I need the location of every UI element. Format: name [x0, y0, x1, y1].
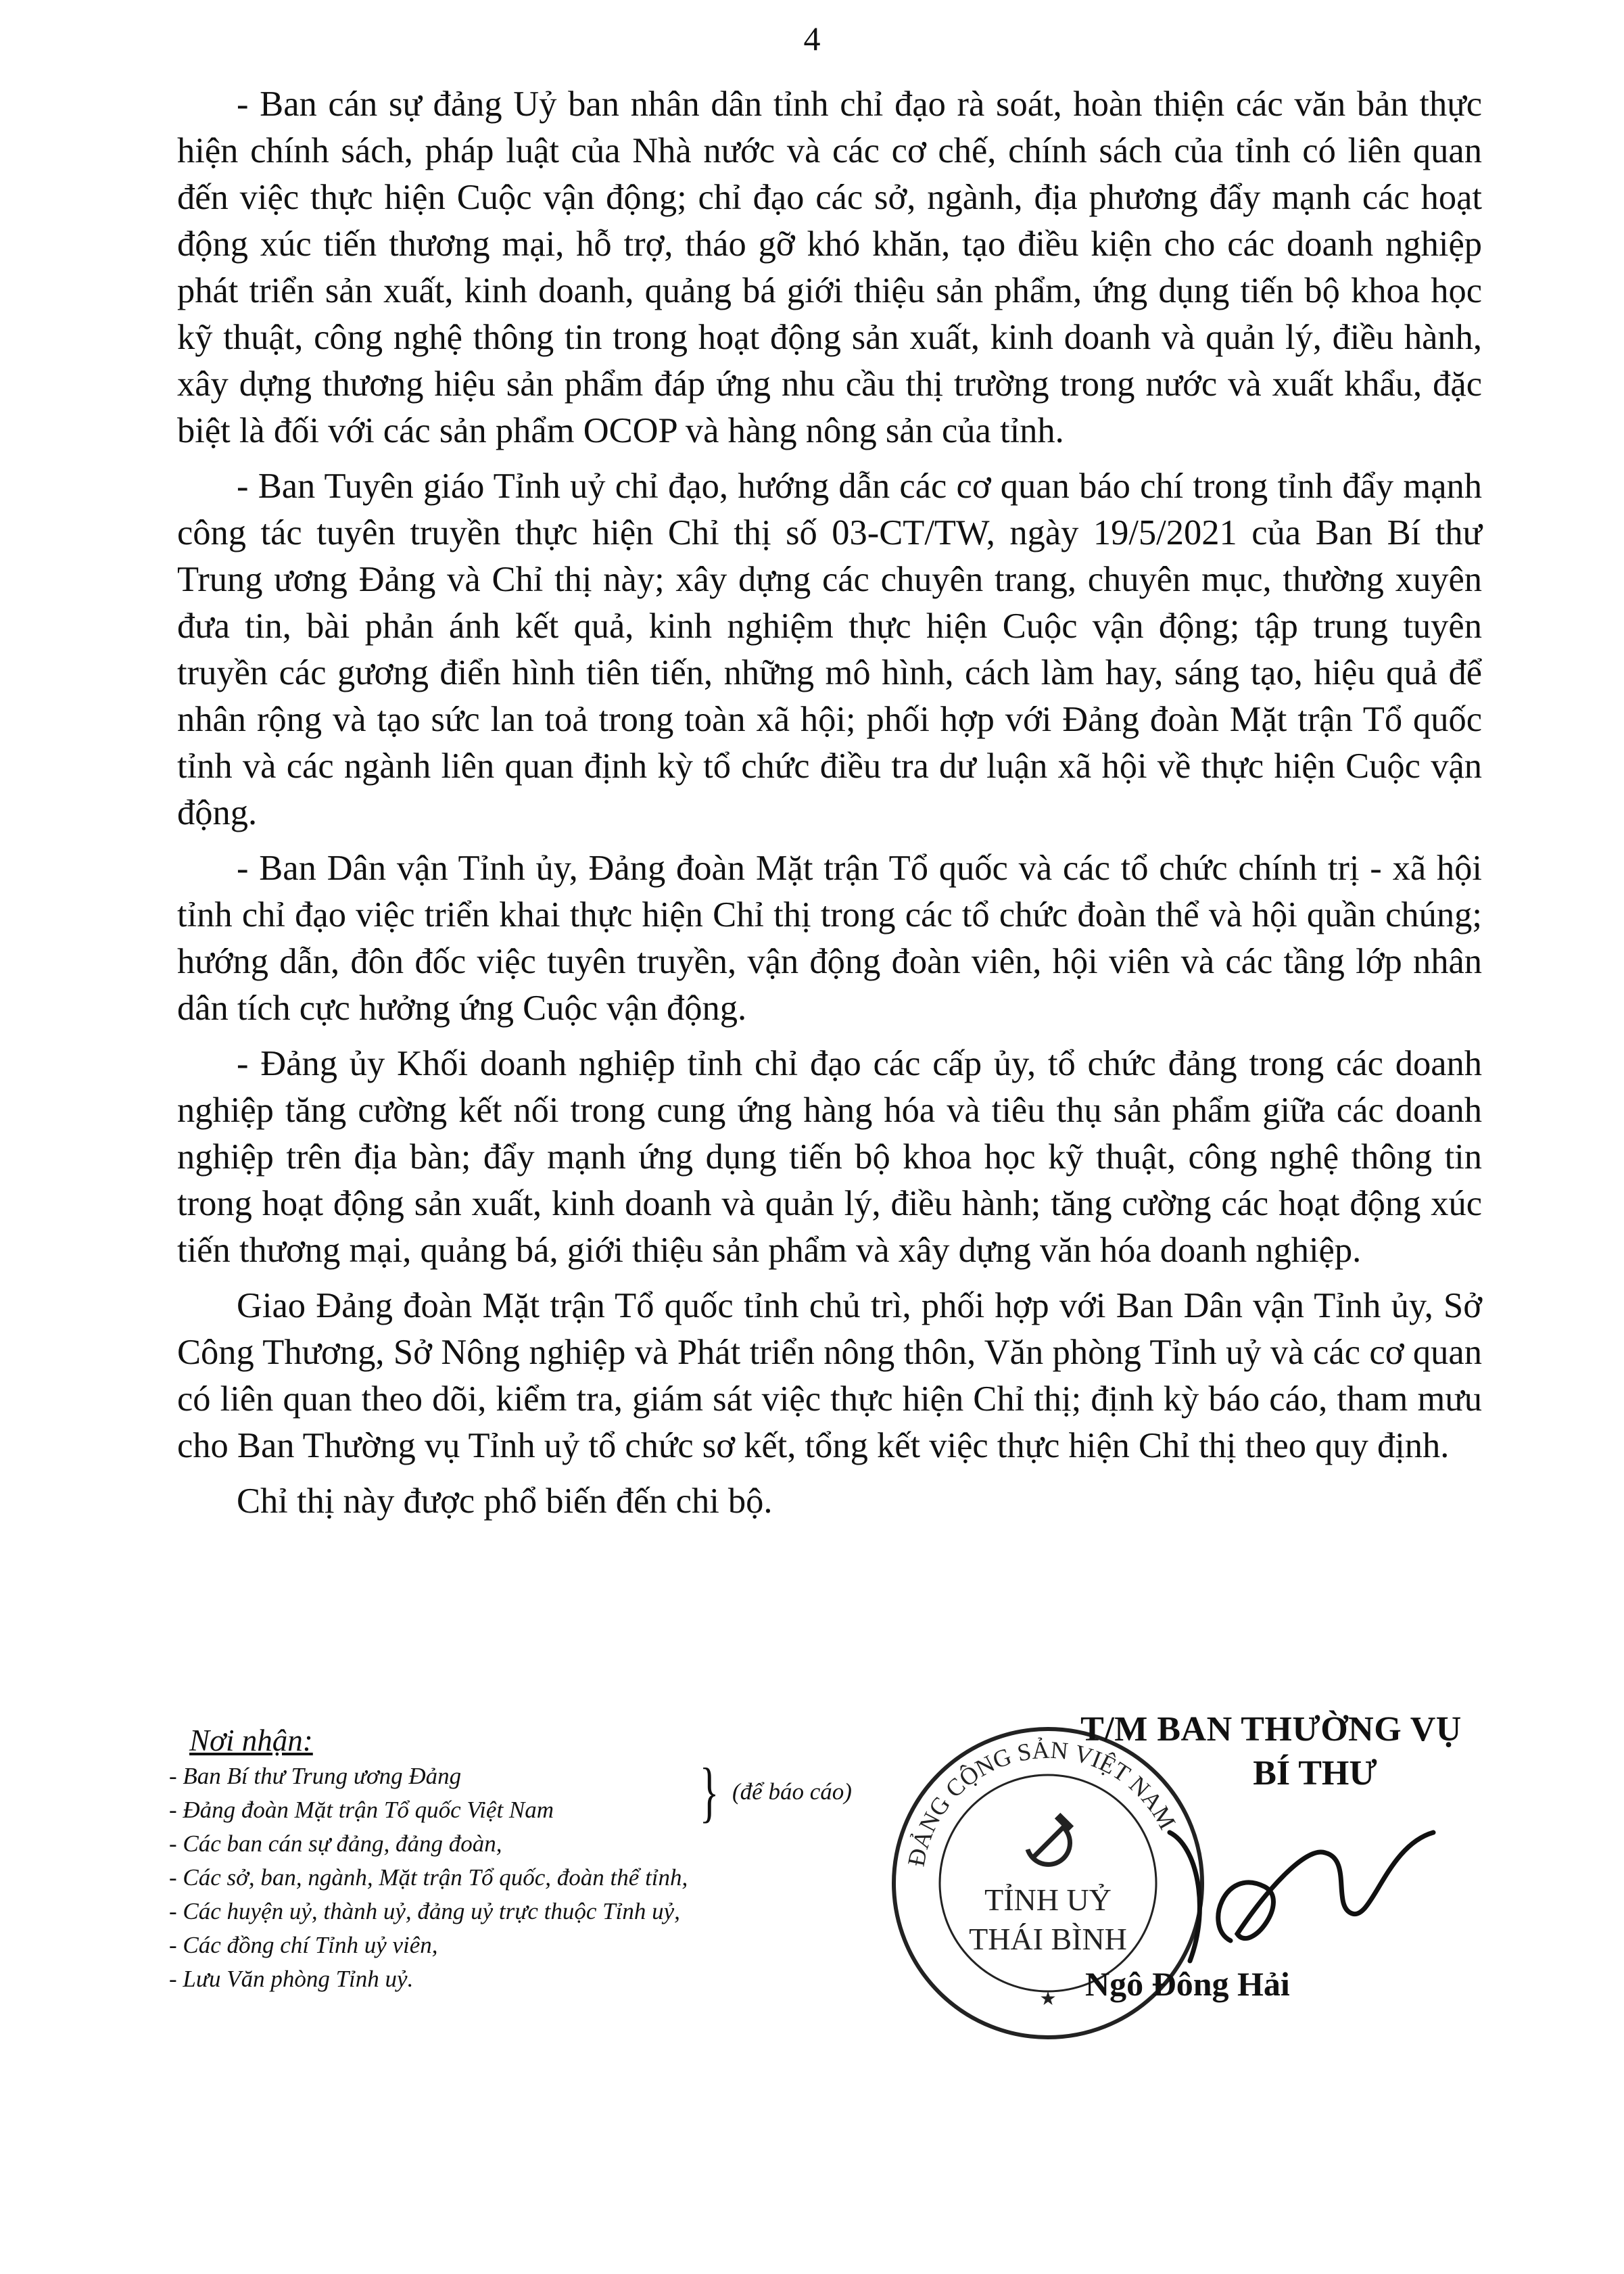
brace-icon: }	[699, 1754, 719, 1829]
recipient-item: - Các ban cán sự đảng, đảng đoàn,	[169, 1830, 502, 1857]
star-icon: ★	[1039, 1987, 1057, 2010]
signature-block	[1034, 1709, 1508, 1793]
signature-org: T/M BAN THƯỜNG VỤ	[1080, 1710, 1462, 1749]
group-note-text: (để báo cáo)	[732, 1778, 852, 1805]
seal-line1: TỈNH UỶ	[984, 1882, 1112, 1917]
recipient-item: - Các huyện uỷ, thành uỷ, đảng uỷ trực thuộc Tỉnh uỷ,	[169, 1898, 680, 1924]
seal-line2: THÁI BÌNH	[969, 1922, 1127, 1956]
signer-name: Ngô Đông Hải	[1085, 1965, 1290, 2003]
recipient-item: - Các đồng chí Tỉnh uỷ viên,	[169, 1932, 438, 1958]
paragraph: Chỉ thị này được phổ biến đến chi bộ.	[237, 1482, 773, 1521]
hammer-sickle-icon	[1028, 1813, 1074, 1865]
page-number: 4	[803, 20, 821, 57]
paragraph: - Ban cán sự đảng Uỷ ban nhân dân tỉnh chỉ đạo rà soát, hoàn thiện các văn bản thực hiện chính sách, pháp luật của Nhà nước và các cơ chế, chính sách của tỉnh có liên quan đến việc thực hiện Cuộc vận động; chỉ đạo các sở, ngành, địa phương đẩy mạnh các hoạt động xúc tiến thương mại, hỗ trợ, tháo gỡ khó khăn, tạo điều kiện cho các doanh nghiệp phát triển sản xuất, kinh doanh, quảng bá giới thiệu sản phẩm, ứng dụng tiến bộ khoa học kỹ thuật, công nghệ thông tin trong hoạt động sản xuất, kinh doanh và quản lý, điều hành, xây dựng thương hiệu sản phẩm đáp ứng nhu cầu thị trường trong nước và xuất khẩu, đặc biệt là đối với các sản phẩm OCOP và hàng nông sản của tỉnh.	[177, 85, 1482, 450]
handwritten-signature	[1149, 1805, 1454, 1981]
document-body	[177, 81, 1482, 1534]
signature-role: BÍ THƯ	[1253, 1754, 1377, 1793]
recipients-block	[169, 1723, 906, 1996]
seal-ring-text: ĐẢNG CỘNG SẢN VIỆT NAM	[902, 1736, 1181, 1869]
group-note	[693, 1754, 852, 1829]
recipient-item: - Đảng đoàn Mặt trận Tổ quốc Việt Nam	[169, 1797, 554, 1823]
paragraph: Giao Đảng đoàn Mặt trận Tổ quốc tỉnh chủ trì, phối hợp với Ban Dân vận Tỉnh ủy, Sở Công Thương, Sở Nông nghiệp và Phát triển nông thôn, Văn phòng Tỉnh uỷ và các cơ quan có liên quan theo dõi, kiểm tra, giám sát việc thực hiện Chỉ thị; định kỳ báo cáo, tham mưu cho Ban Thường vụ Tỉnh uỷ tổ chức sơ kết, tổng kết việc thực hiện Chỉ thị theo quy định.	[177, 1286, 1482, 1465]
recipients-title: Nơi nhận:	[189, 1724, 313, 1757]
paragraph: - Ban Tuyên giáo Tỉnh uỷ chỉ đạo, hướng dẫn các cơ quan báo chí trong tỉnh đẩy mạnh công tác tuyên truyền thực hiện Chỉ thị số 03-CT/TW, ngày 19/5/2021 của Ban Bí thư Trung ương Đảng và Chỉ thị này; xây dựng các chuyên trang, chuyên mục, thường xuyên đưa tin, bài phản ánh kết quả, kinh nghiệm thực hiện Cuộc vận động; tập trung tuyên truyền các gương điển hình tiên tiến, những mô hình, cách làm hay, sáng tạo, hiệu quả để nhân rộng và tạo sức lan toả trong toàn xã hội; phối hợp với Đảng đoàn Mặt trận Tổ quốc tỉnh và các ngành liên quan định kỳ tổ chức điều tra dư luận xã hội về thực hiện Cuộc vận động.	[177, 467, 1482, 832]
recipient-item: - Ban Bí thư Trung ương Đảng	[169, 1763, 462, 1789]
paragraph: - Ban Dân vận Tỉnh ủy, Đảng đoàn Mặt trận Tổ quốc và các tổ chức chính trị - xã hội tỉnh chỉ đạo việc triển khai thực hiện Chỉ thị trong các tổ chức đoàn thể và hội quần chúng; hướng dẫn, đôn đốc việc tuyên truyền, vận động đoàn viên, hội viên và các tầng lớp nhân dân tích cực hưởng ứng Cuộc vận động.	[177, 849, 1482, 1028]
recipient-item: - Lưu Văn phòng Tỉnh uỷ.	[169, 1966, 414, 1992]
paragraph: - Đảng ủy Khối doanh nghiệp tỉnh chỉ đạo các cấp ủy, tổ chức đảng trong các doanh nghiệp tăng cường kết nối trong cung ứng hàng hóa và tiêu thụ sản phẩm giữa các doanh nghiệp trên địa bàn; đẩy mạnh ứng dụng tiến bộ khoa học kỹ thuật, công nghệ thông tin trong hoạt động sản xuất, kinh doanh và quản lý, điều hành; tăng cường các hoạt động xúc tiến thương mại, quảng bá, giới thiệu sản phẩm và xây dựng văn hóa doanh nghiệp.	[177, 1044, 1482, 1270]
recipient-item: - Các sở, ban, ngành, Mặt trận Tổ quốc, đoàn thể tỉnh,	[169, 1864, 688, 1891]
